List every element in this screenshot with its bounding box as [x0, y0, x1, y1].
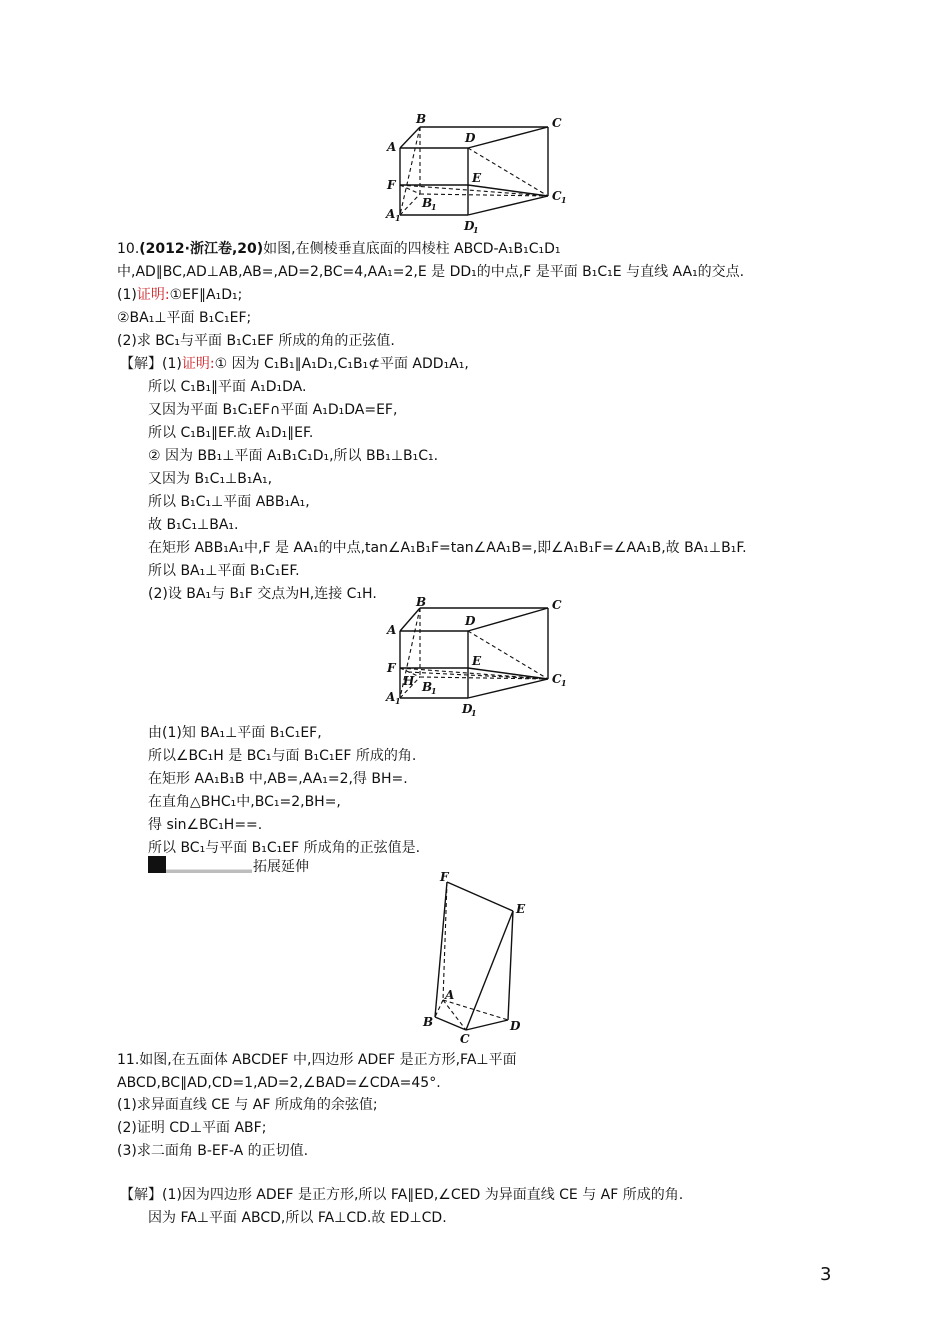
solution10-line16: 得 sin∠BC₁H==.: [148, 817, 263, 833]
problem10-line5: (2)求 BC₁与平面 B₁C₁EF 所成的角的正弦值.: [117, 333, 395, 349]
label-C: C: [460, 1032, 470, 1045]
label-B: B: [416, 112, 427, 126]
label-B1: B: [422, 680, 433, 694]
solution-text: ① 因为 C₁B₁∥A₁D₁,C₁B₁⊄平面 ADD₁A₁,: [214, 356, 469, 372]
problem11-line2: ABCD,BC∥AD,CD=1,AD=2,∠BAD=∠CDA=45°.: [117, 1075, 441, 1091]
solution10-line9: 在矩形 ABB₁A₁中,F 是 AA₁的中点,tan∠A₁B₁F=tan∠AA₁B=,即∠A₁B₁F=∠AA₁B,故 BA₁⊥B₁F.: [148, 540, 747, 556]
prism-figure-1: [380, 110, 580, 235]
prism-figure-2: [380, 595, 580, 720]
section-heading: 拓展延伸: [253, 859, 309, 875]
problem10-line3: [117, 286, 242, 304]
label-F: F: [387, 178, 396, 192]
label-B: B: [423, 1015, 434, 1029]
label-C1-sub: 1: [561, 195, 567, 205]
part-text: ①EF∥A₁D₁;: [169, 287, 243, 303]
problem-text: 如图,在侧棱垂直底面的四棱柱 ABCD-A₁B₁C₁D₁: [263, 241, 561, 257]
solution10-line13: 所以∠BC₁H 是 BC₁与面 B₁C₁EF 所成的角.: [148, 748, 417, 764]
label-E: E: [516, 902, 526, 916]
solution-label: 【解】(1): [120, 356, 182, 372]
proof-label: 证明:: [181, 356, 215, 372]
solution10-line12: 由(1)知 BA₁⊥平面 B₁C₁EF,: [148, 725, 322, 741]
label-B1-sub: 1: [431, 686, 437, 696]
label-A: A: [445, 988, 455, 1002]
solution10-line14: 在矩形 AA₁B₁B 中,AB=,AA₁=2,得 BH=.: [148, 771, 408, 787]
part-number: (1): [117, 287, 137, 303]
label-A1-sub: 1: [395, 696, 401, 706]
solution10-line17: 所以 BC₁与平面 B₁C₁EF 所成角的正弦值是.: [148, 840, 421, 856]
label-C1: C: [552, 189, 562, 203]
solution10-line8: 故 B₁C₁⊥BA₁.: [148, 517, 239, 533]
solution10-line15: 在直角△BHC₁中,BC₁=2,BH=,: [148, 794, 341, 810]
solution11-line2: 因为 FA⊥平面 ABCD,所以 FA⊥CD.故 ED⊥CD.: [148, 1210, 447, 1226]
label-C1-sub: 1: [561, 678, 567, 688]
proof-label: 证明:: [136, 287, 170, 303]
problem10-line4: ②BA₁⊥平面 B₁C₁EF;: [117, 310, 252, 326]
label-D: D: [465, 614, 476, 628]
solution10-line10: 所以 BA₁⊥平面 B₁C₁EF.: [148, 563, 300, 579]
problem11-line5: (3)求二面角 B-EF-A 的正切值.: [117, 1143, 309, 1159]
problem10-line1: [117, 240, 560, 258]
label-A1: A: [386, 207, 396, 221]
label-B1-sub: 1: [431, 202, 437, 212]
label-D1-sub: 1: [473, 225, 479, 235]
problem11-line4: (2)证明 CD⊥平面 ABF;: [117, 1120, 267, 1136]
label-C: C: [552, 116, 562, 130]
solution10-line11: (2)设 BA₁与 B₁F 交点为H,连接 C₁H.: [148, 586, 377, 602]
label-A: A: [387, 623, 397, 637]
solution11-line1: 【解】(1)因为四边形 ADEF 是正方形,所以 FA∥ED,∠CED 为异面直线 CE 与 AF 所成的角.: [120, 1187, 684, 1203]
label-F: F: [387, 661, 396, 675]
solution10-line1: [120, 355, 469, 373]
problem10-line2: 中,AD∥BC,AD⊥AB,AB=,AD=2,BC=4,AA₁=2,E 是 DD₁的中点,F 是平面 B₁C₁E 与直线 AA₁的交点.: [117, 264, 745, 280]
label-C: C: [552, 598, 562, 612]
pentahedron-figure: [415, 870, 535, 1045]
label-D: D: [510, 1019, 521, 1033]
solution10-line4: 所以 C₁B₁∥EF.故 A₁D₁∥EF.: [148, 425, 314, 441]
label-H: H: [403, 674, 415, 688]
label-D1: D: [462, 702, 473, 716]
label-F: F: [440, 870, 449, 884]
solution10-line6: 又因为 B₁C₁⊥B₁A₁,: [148, 471, 273, 487]
solution10-line7: 所以 B₁C₁⊥平面 ABB₁A₁,: [148, 494, 310, 510]
problem11-line1: 11.如图,在五面体 ABCDEF 中,四边形 ADEF 是正方形,FA⊥平面: [117, 1052, 517, 1068]
solution10-line3: 又因为平面 B₁C₁EF∩平面 A₁D₁DA=EF,: [148, 402, 398, 418]
problem-number: 10.: [117, 241, 140, 257]
label-C1: C: [552, 672, 562, 686]
page-number: 3: [820, 1264, 832, 1285]
section-rule: [166, 869, 252, 873]
label-A: A: [387, 140, 397, 154]
solution10-line2: 所以 C₁B₁∥平面 A₁D₁DA.: [148, 379, 307, 395]
label-D1: D: [464, 219, 475, 233]
label-A1: A: [386, 690, 396, 704]
problem-source: (2012·浙江卷,20): [139, 241, 264, 257]
label-A1-sub: 1: [395, 213, 401, 223]
label-E: E: [472, 654, 482, 668]
label-D: D: [465, 131, 476, 145]
label-B1: B: [422, 196, 433, 210]
problem11-line3: (1)求异面直线 CE 与 AF 所成角的余弦值;: [117, 1097, 378, 1113]
label-D1-sub: 1: [471, 708, 477, 718]
label-B: B: [416, 595, 427, 609]
label-E: E: [472, 171, 482, 185]
section-marker: [148, 856, 166, 873]
solution10-line5: ② 因为 BB₁⊥平面 A₁B₁C₁D₁,所以 BB₁⊥B₁C₁.: [148, 448, 439, 464]
